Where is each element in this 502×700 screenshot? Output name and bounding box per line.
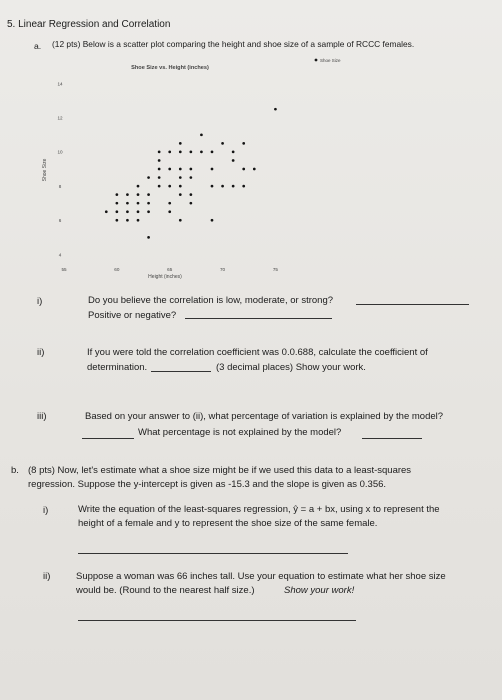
y-tick-labels xyxy=(57,81,63,257)
a-iii-question-2: What percentage is not explained by the model? xyxy=(138,427,342,438)
data-point xyxy=(232,159,235,162)
data-point xyxy=(147,210,150,213)
part-b-prompt: (8 pts) Now, let's estimate what a shoe size might be if we used this data to a least-squares xyxy=(28,465,412,476)
data-point xyxy=(179,219,182,222)
a-iii-number: iii) xyxy=(37,411,47,422)
b-ii-question-2a: would be. (Round to the nearest half size.) xyxy=(76,585,255,596)
data-point xyxy=(232,185,235,188)
data-point xyxy=(168,202,171,205)
data-point xyxy=(168,185,171,188)
data-point xyxy=(221,185,224,188)
a-i-answer-blank-2[interactable] xyxy=(185,318,332,319)
y-tick-label: 14 xyxy=(57,81,63,87)
data-point xyxy=(137,193,140,196)
a-i-answer-blank[interactable] xyxy=(356,304,469,305)
b-i-answer-blank[interactable] xyxy=(78,553,348,554)
x-tick-label: 60 xyxy=(114,267,120,272)
data-point xyxy=(179,193,182,196)
legend-marker xyxy=(315,59,318,62)
data-point xyxy=(116,210,119,213)
part-b-prompt-2: regression. Suppose the y-intercept is given as -15.3 and the slope is given as 0.356. xyxy=(28,479,387,490)
data-point xyxy=(179,151,182,154)
a-ii-answer-blank[interactable] xyxy=(151,371,211,372)
y-tick-label: 8 xyxy=(58,183,62,189)
b-ii-answer-blank[interactable] xyxy=(78,620,356,621)
x-axis-label: Height (inches) xyxy=(148,274,182,280)
y-tick-label: 10 xyxy=(57,149,63,155)
data-point xyxy=(105,210,108,213)
data-point xyxy=(116,193,119,196)
x-tick-labels xyxy=(61,267,278,272)
data-point xyxy=(147,202,150,205)
data-point xyxy=(137,202,140,205)
data-point xyxy=(232,151,235,154)
data-point xyxy=(116,202,119,205)
a-i-question-2: Positive or negative? xyxy=(88,310,177,321)
a-iii-answer-blank-2[interactable] xyxy=(362,438,422,439)
data-point xyxy=(211,185,214,188)
a-ii-question-2b: (3 decimal places) Show your work. xyxy=(216,362,366,373)
data-point xyxy=(274,108,277,111)
data-point xyxy=(221,142,224,145)
scatter-chart xyxy=(42,58,350,290)
y-tick-label: 4 xyxy=(58,252,62,258)
part-b-label: b. xyxy=(11,465,19,476)
chart-legend xyxy=(315,58,341,63)
data-point xyxy=(242,142,245,145)
data-point xyxy=(179,168,182,171)
data-point xyxy=(242,185,245,188)
data-point xyxy=(158,176,161,179)
b-i-question: Write the equation of the least-squares regression, ŷ = a + bx, using x to represent the xyxy=(78,504,440,515)
a-ii-question: If you were told the correlation coefficient was 0.0.688, calculate the coefficient of xyxy=(87,347,428,358)
data-point xyxy=(211,168,214,171)
data-point xyxy=(158,168,161,171)
data-point xyxy=(200,133,203,136)
data-point xyxy=(190,193,193,196)
b-i-question-2: height of a female and y to represent the shoe size of the same female. xyxy=(78,518,378,529)
data-point xyxy=(253,168,256,171)
b-ii-number: ii) xyxy=(43,571,51,582)
data-point xyxy=(200,151,203,154)
data-point xyxy=(126,202,129,205)
a-iii-question: Based on your answer to (ii), what percentage of variation is explained by the model? xyxy=(85,411,444,422)
data-point xyxy=(126,210,129,213)
data-point xyxy=(126,193,129,196)
part-a-prompt: (12 pts) Below is a scatter plot comparing the height and shoe size of a sample of RCCC females. xyxy=(52,39,415,49)
data-point xyxy=(137,219,140,222)
b-ii-question: Suppose a woman was 66 inches tall. Use your equation to estimate what her shoe size xyxy=(76,571,446,582)
a-i-question: Do you believe the correlation is low, moderate, or strong? xyxy=(88,295,334,306)
chart-title: Shoe Size vs. Height (inches) xyxy=(131,65,209,71)
data-points xyxy=(105,108,277,239)
b-ii-question-2b: Show your work! xyxy=(284,585,355,596)
data-point xyxy=(179,185,182,188)
a-ii-number: ii) xyxy=(37,347,45,358)
b-i-number: i) xyxy=(43,505,49,516)
data-point xyxy=(137,185,140,188)
data-point xyxy=(242,168,245,171)
data-point xyxy=(168,151,171,154)
data-point xyxy=(158,151,161,154)
data-point xyxy=(179,142,182,145)
y-axis-label: Shoe Size xyxy=(42,158,48,182)
part-a-label: a. xyxy=(34,41,42,51)
data-point xyxy=(116,219,119,222)
data-point xyxy=(147,193,150,196)
data-point xyxy=(126,219,129,222)
a-i-number: i) xyxy=(37,296,43,307)
x-tick-label: 55 xyxy=(61,267,67,272)
data-point xyxy=(168,210,171,213)
data-point xyxy=(190,176,193,179)
data-point xyxy=(158,159,161,162)
data-point xyxy=(147,236,150,239)
legend-label: Shoe Size xyxy=(320,58,341,63)
data-point xyxy=(211,151,214,154)
section-heading: 5. Linear Regression and Correlation xyxy=(7,19,171,30)
data-point xyxy=(137,210,140,213)
data-point xyxy=(190,202,193,205)
x-tick-label: 75 xyxy=(272,267,278,272)
x-tick-label: 70 xyxy=(220,267,226,272)
a-iii-answer-blank[interactable] xyxy=(82,438,134,439)
y-tick-label: 6 xyxy=(58,218,62,224)
data-point xyxy=(179,176,182,179)
data-point xyxy=(211,219,214,222)
data-point xyxy=(147,176,150,179)
data-point xyxy=(190,151,193,154)
data-point xyxy=(168,168,171,171)
a-ii-question-2a: determination. xyxy=(87,362,148,373)
y-tick-label: 12 xyxy=(57,115,63,121)
x-tick-label: 65 xyxy=(167,267,173,272)
data-point xyxy=(158,185,161,188)
data-point xyxy=(190,168,193,171)
